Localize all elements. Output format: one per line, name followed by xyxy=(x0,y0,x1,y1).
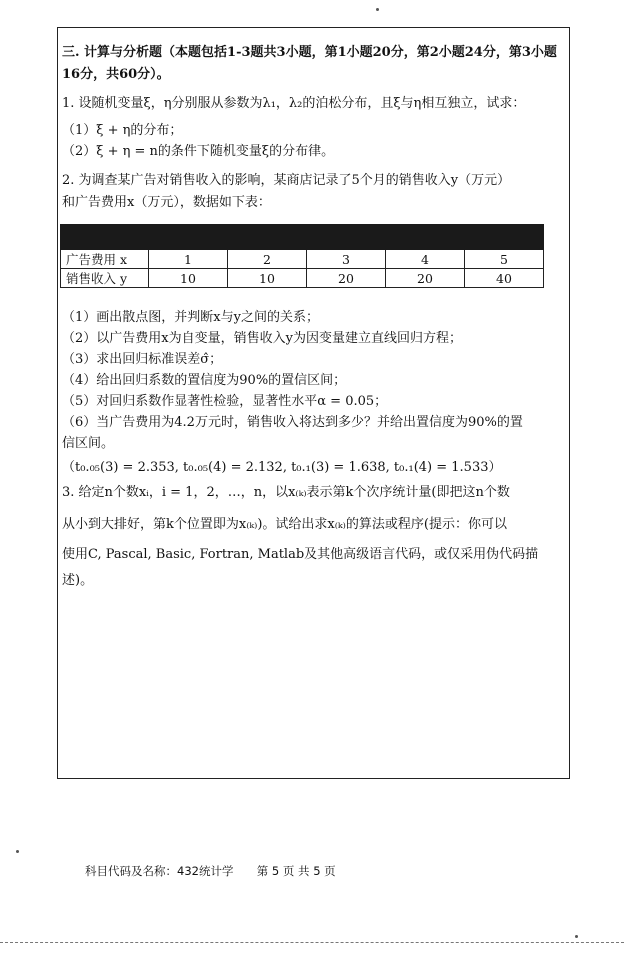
page-number: 第 5 页 共 5 页 xyxy=(256,864,336,878)
q2-part-6-cont: 信区间。 xyxy=(62,436,115,451)
table-cell: 4 xyxy=(386,250,465,269)
table-cell: 1 xyxy=(149,250,228,269)
table-row-y xyxy=(61,269,544,288)
q3-line1: 3. 给定n个数xᵢ，i = 1，2，…，n，以x₍ₖ₎表示第k个次序统计量(即把这n个数 xyxy=(62,485,510,500)
q2-part-2: （2）以广告费用x为自变量，销售收入y为因变量建立直线回归方程； xyxy=(62,331,462,346)
q3-line3: 使用C, Pascal, Basic, Fortran, Matlab及其他高级语言代码，或仅采用伪代码描 xyxy=(62,547,539,562)
q2-part-1: （1）画出散点图，并判断x与y之间的关系； xyxy=(62,310,319,325)
q2-part-3: （3）求出回归标准误差σ̂； xyxy=(62,352,223,367)
row-label: 广告费用 x xyxy=(61,250,149,269)
subject-label: 科目代码及名称：432统计学 xyxy=(85,864,234,878)
q2-part-4: （4）给出回归系数的置信度为90%的置信区间； xyxy=(62,373,347,388)
table-cell: 40 xyxy=(465,269,544,288)
q2-stem-line2: 和广告费用x（万元），数据如下表： xyxy=(62,195,271,210)
q2-part-6: （6）当广告费用为4.2万元时，销售收入将达到多少？并给出置信度为90%的置 xyxy=(62,415,523,430)
table-cell: 5 xyxy=(465,250,544,269)
table-cell: 20 xyxy=(307,269,386,288)
q2-stem-line1: 2. 为调查某广告对销售收入的影响，某商店记录了5个月的销售收入y（万元） xyxy=(62,173,511,188)
q3-line4: 述)。 xyxy=(62,573,94,588)
section-title: 三. 计算与分析题（本题包括1-3题共3小题，第1小题20分，第2小题24分，第3小题 xyxy=(62,45,557,60)
q1-part1: （1）ξ + η的分布； xyxy=(62,123,183,138)
data-table xyxy=(60,224,544,288)
table-cell: 10 xyxy=(149,269,228,288)
table-cell: 3 xyxy=(307,250,386,269)
table-cell: 20 xyxy=(386,269,465,288)
table-header-band xyxy=(61,225,544,250)
page-footer xyxy=(85,863,336,879)
q1-part2: （2）ξ + η = n的条件下随机变量ξ的分布律。 xyxy=(62,144,335,159)
q1-stem: 1. 设随机变量ξ，η分别服从参数为λ₁，λ₂的泊松分布，且ξ与η相互独立，试求： xyxy=(62,96,526,111)
scan-speck xyxy=(376,8,379,11)
table-row-x xyxy=(61,250,544,269)
q2-part-5: （5）对回归系数作显著性检验，显著性水平α = 0.05； xyxy=(62,394,388,409)
section-title-cont: 16分，共60分）。 xyxy=(62,67,170,82)
table-cell: 10 xyxy=(228,269,307,288)
bottom-rule xyxy=(0,942,624,943)
t-values: （t₀.₀₅(3) = 2.353, t₀.₀₅(4) = 2.132, t₀.₁(3) = 1.638, t₀.₁(4) = 1.533） xyxy=(62,460,502,475)
q3-line2: 从小到大排好，第k个位置即为x₍ₖ₎)。试给出求x₍ₖ₎的算法或程序(提示：你可以 xyxy=(62,517,507,532)
scan-speck xyxy=(575,935,578,938)
table-cell: 2 xyxy=(228,250,307,269)
scan-speck xyxy=(16,850,19,853)
row-label: 销售收入 y xyxy=(61,269,149,288)
